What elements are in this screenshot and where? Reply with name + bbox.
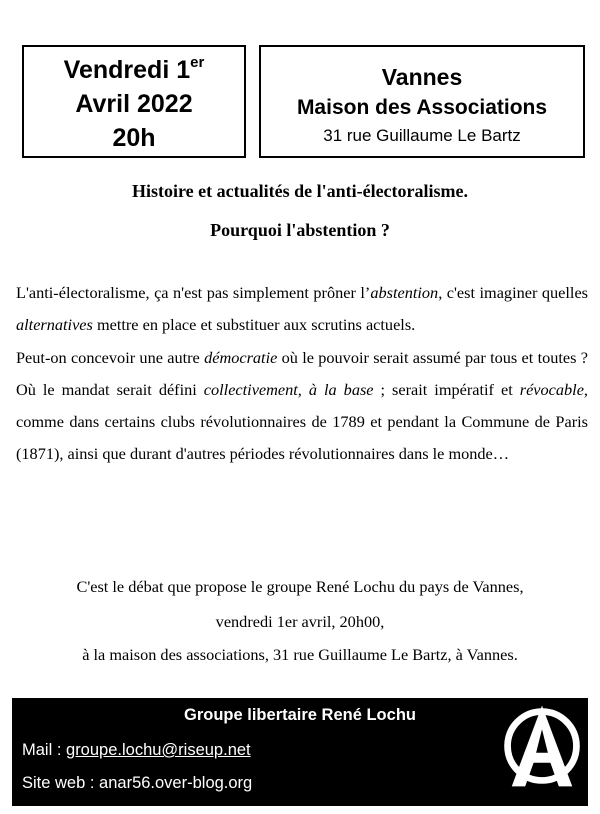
cta-line-1: C'est le débat que propose le groupe René Lochu du pays de Vannes,: [76, 577, 524, 596]
venue-street: 31 rue Guillaume Le Bartz: [323, 126, 521, 145]
paragraph-1: [16, 277, 588, 342]
body-text: [16, 277, 588, 471]
cta-line-2: vendredi 1er avril, 20h00,: [215, 612, 385, 631]
date-box: [22, 45, 246, 158]
p1-text-b: , c'est imaginer quelles: [438, 283, 589, 302]
p2-text-a: Peut-on concevoir une autre: [16, 347, 205, 367]
p1-em-abstention: abstention: [370, 283, 439, 302]
web-label: Site web :: [22, 774, 100, 792]
mail-link[interactable]: groupe.lochu@riseup.net: [66, 741, 251, 759]
date-line-time: 20h: [112, 124, 156, 152]
cta-line-3: à la maison des associations, 31 rue Guillaume Le Bartz, à Vannes.: [82, 645, 518, 664]
date-line-month: Avril 2022: [75, 90, 193, 118]
date-line-day: [24, 53, 244, 87]
venue-box: [259, 45, 585, 158]
footer-web-row: [22, 774, 252, 793]
date-day-text: Vendredi 1: [63, 56, 191, 84]
p1-text-c: mettre en place et substituer aux scrutins actuels.: [92, 315, 416, 335]
p1-em-alternatives: alternatives: [16, 315, 93, 335]
p2-text-b: où le pouvoir serait assumé par tous et toutes ? Où le mandat serait défini: [16, 347, 588, 399]
footer-mail-row: [22, 741, 251, 760]
p1-text-a: L'anti-électoralisme, ça n'est pas simplement prôner l’: [16, 283, 371, 302]
venue-hall: Maison des Associations: [296, 96, 548, 119]
date-ordinal-sup: er: [190, 54, 205, 71]
anarchy-symbol-icon: [500, 704, 584, 788]
page-subtitle: Pourquoi l'abstention ?: [210, 220, 390, 240]
p2-em-democratie: démocratie: [204, 347, 278, 367]
venue-city: Vannes: [381, 64, 463, 90]
paragraph-2: [16, 342, 588, 471]
p2-text-d: , comme dans certains clubs révolutionnaires de 1789 et pendant la Commune de Paris (1871), ainsi que durant d'autres périodes révolutionnaires dans le monde…: [16, 379, 588, 464]
p2-text-c: ; serait impératif et: [373, 379, 520, 399]
page-title: Histoire et actualités de l'anti-électoralisme.: [131, 181, 469, 201]
p2-em-collectivement: collectivement, à la base: [203, 379, 374, 399]
footer: [12, 698, 588, 806]
web-link[interactable]: anar56.over-blog.org: [99, 774, 253, 792]
mail-label: Mail :: [22, 741, 67, 759]
p2-em-revocable: révocable: [519, 379, 584, 399]
footer-title: Groupe libertaire René Lochu: [184, 706, 416, 724]
